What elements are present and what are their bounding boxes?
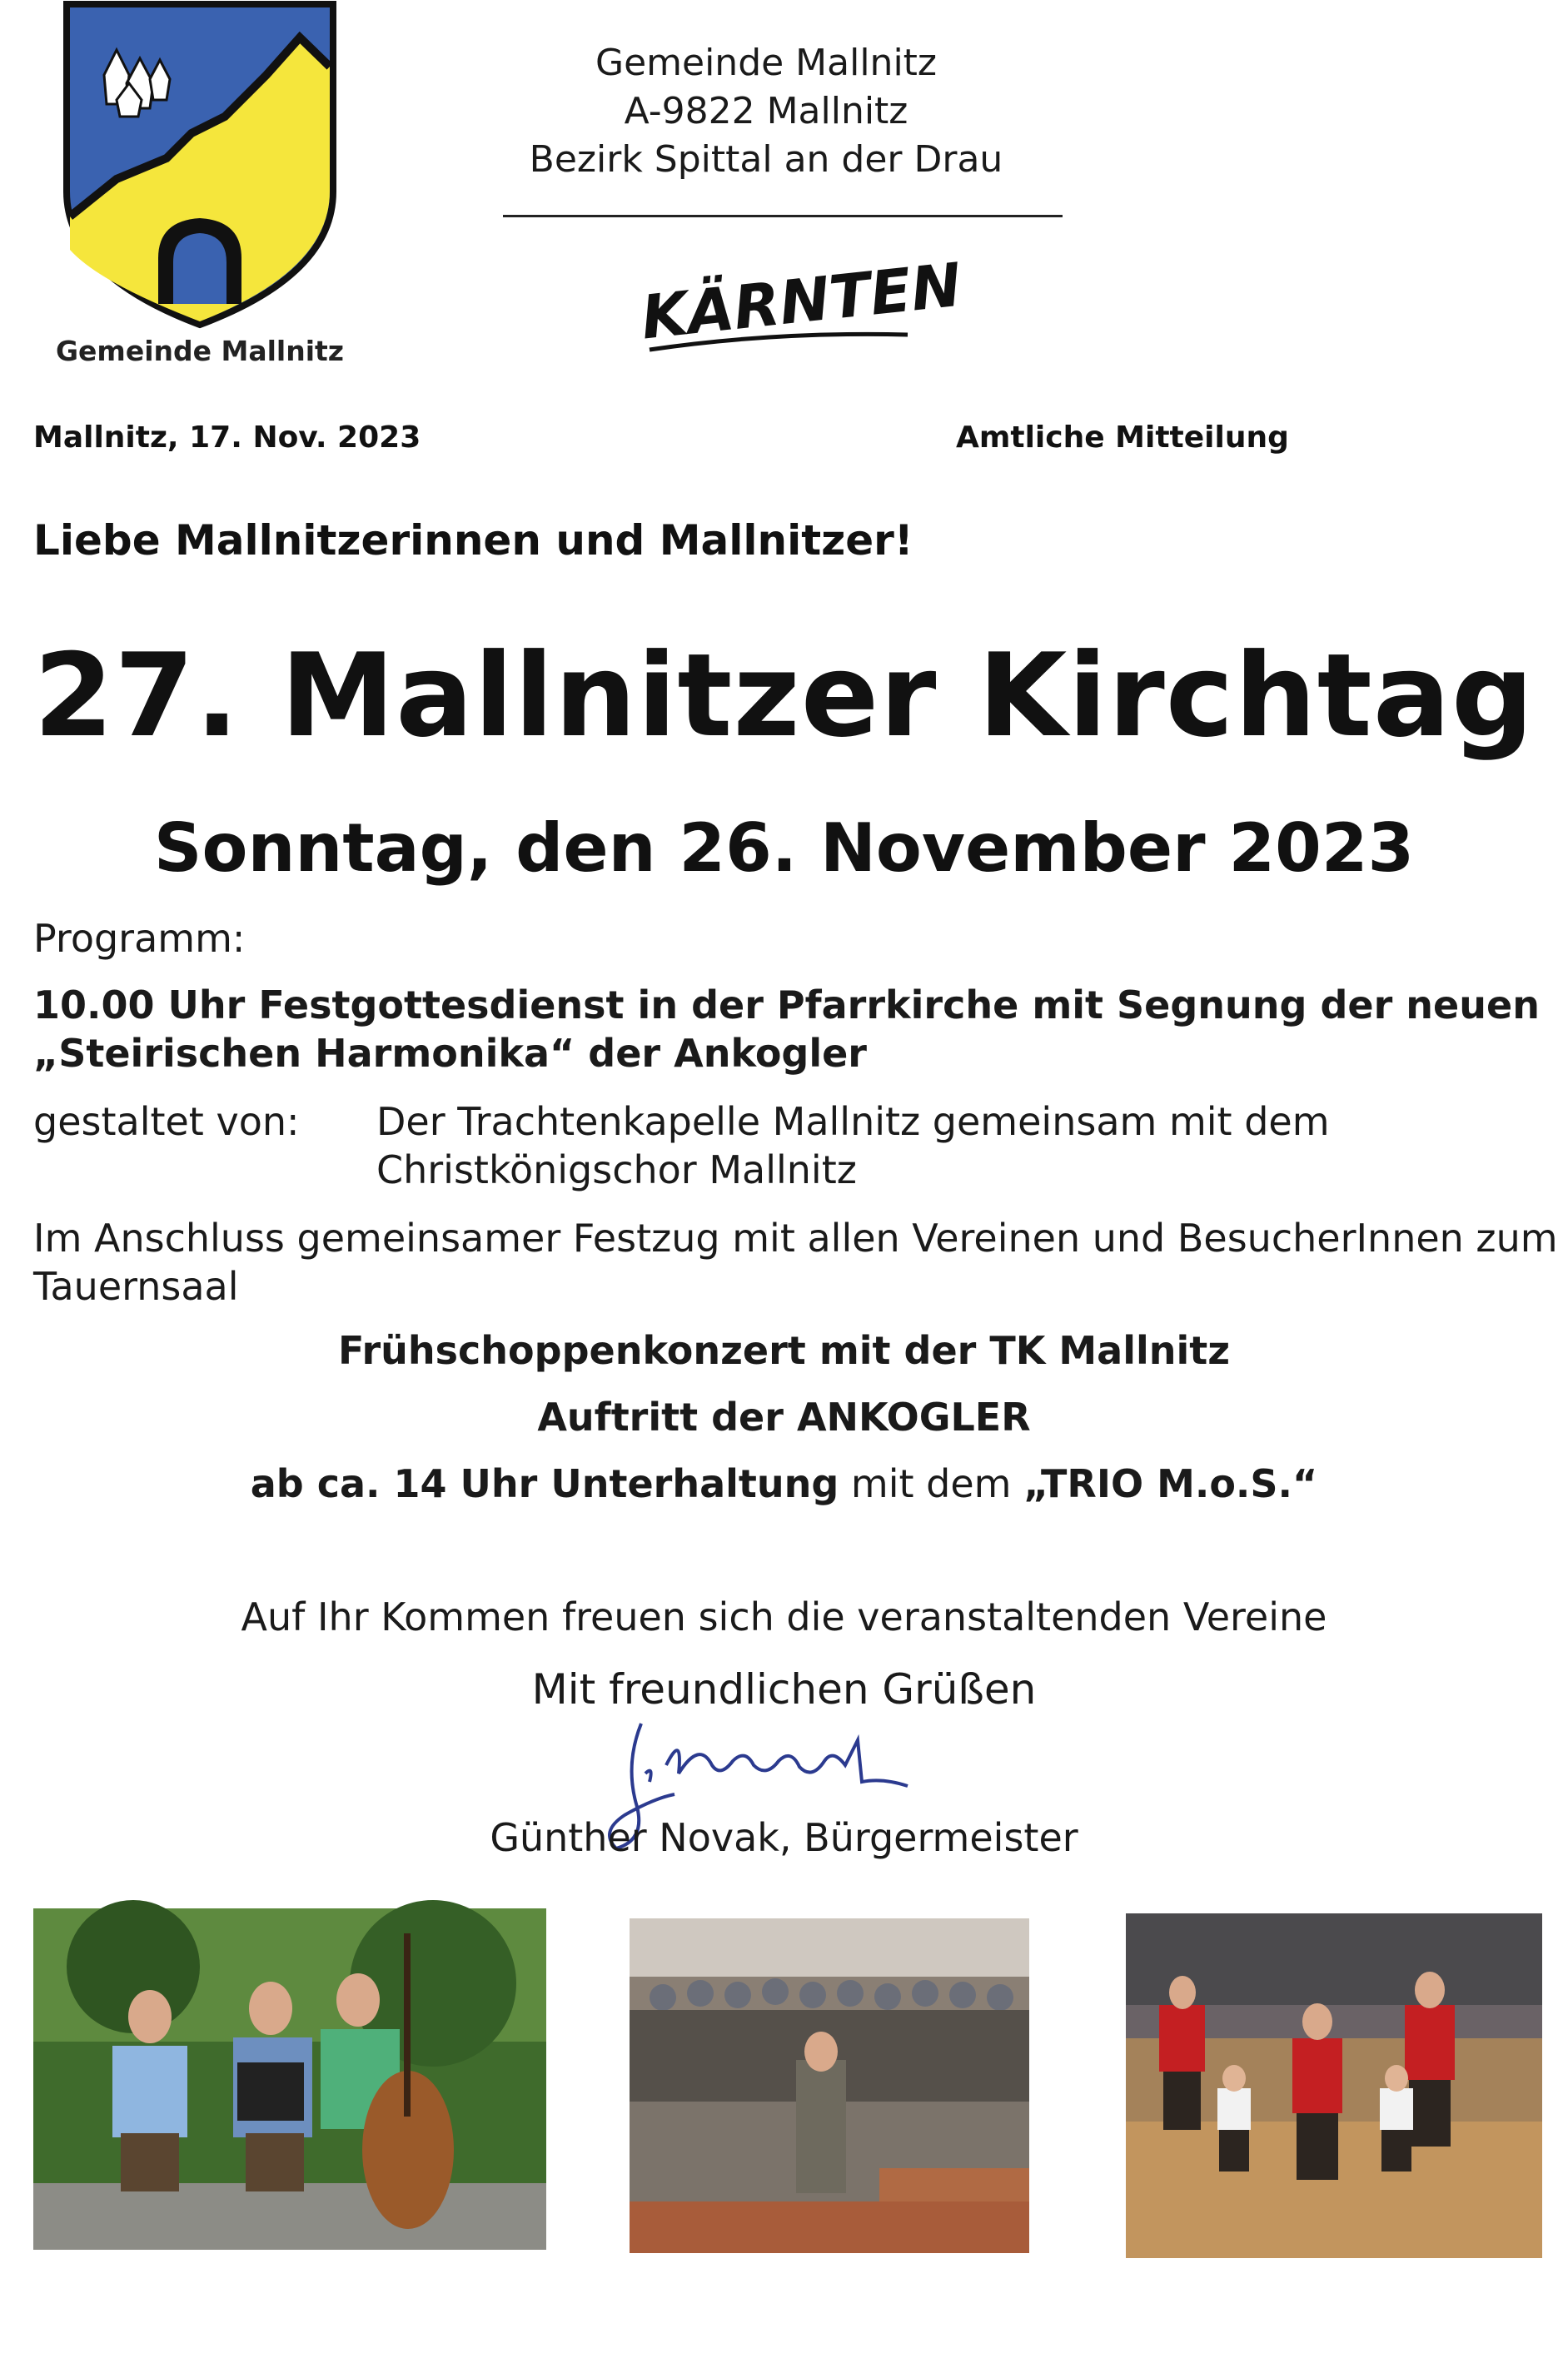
- photo-church-band: [630, 1918, 1029, 2253]
- event-title: 27. Mallnitzer Kirchtag: [33, 629, 1535, 763]
- entertainment-band: „TRIO M.o.S.“: [1023, 1461, 1318, 1506]
- notice-type: Amtliche Mitteilung: [956, 420, 1289, 455]
- procession-line1: Im Anschluss gemeinsamer Festzug mit allen Vereinen und BesucherInnen zum: [33, 1216, 1558, 1261]
- address-line-district: Bezirk Spittal an der Drau: [529, 138, 1003, 181]
- address-line-postal: A-9822 Mallnitz: [624, 90, 908, 132]
- procession-line2: Tauernsaal: [33, 1264, 239, 1309]
- performance-line: Auftritt der ANKOGLER: [537, 1395, 1031, 1440]
- address-line-municipality: Gemeinde Mallnitz: [595, 42, 938, 84]
- program-label: Programm:: [33, 916, 246, 961]
- entertainment-time: ab ca. 14 Uhr Unterhaltung: [250, 1461, 839, 1506]
- address-divider: [503, 215, 1063, 217]
- entertainment-line: [0, 1461, 1568, 1506]
- event-date: Sonntag, den 26. November 2023: [153, 809, 1415, 887]
- kaernten-logo-text: KÄRNTEN: [637, 249, 965, 353]
- organized-line2: Christkönigschor Mallnitz: [376, 1147, 857, 1192]
- entertainment-connector: mit dem: [839, 1461, 1024, 1506]
- concert-line: Frühschoppenkonzert mit der TK Mallnitz: [337, 1328, 1231, 1373]
- closing-regards: Mit freundlichen Grüßen: [531, 1665, 1037, 1714]
- closing-invite: Auf Ihr Kommen freuen sich die veranstaltenden Vereine: [241, 1594, 1327, 1639]
- photo-folk-dancers: [1126, 1913, 1542, 2258]
- crest-caption: Gemeinde Mallnitz: [55, 335, 345, 367]
- kaernten-region-logo: [633, 233, 965, 366]
- municipal-crest-logo: [33, 0, 366, 333]
- organized-label: gestaltet von:: [33, 1099, 300, 1144]
- closing-signatory: Günther Novak, Bürgermeister: [490, 1815, 1078, 1860]
- program-mass-line2: „Steirischen Harmonika“ der Ankogler: [33, 1031, 867, 1076]
- organized-line1: Der Trachtenkapelle Mallnitz gemeinsam mit dem: [376, 1099, 1330, 1144]
- issue-date: Mallnitz, 17. Nov. 2023: [33, 420, 421, 455]
- greeting: Liebe Mallnitzerinnen und Mallnitzer!: [33, 516, 913, 565]
- program-mass-line1: 10.00 Uhr Festgottesdienst in der Pfarrkirche mit Segnung der neuen: [33, 983, 1540, 1027]
- photo-trio-musicians: [33, 1908, 546, 2250]
